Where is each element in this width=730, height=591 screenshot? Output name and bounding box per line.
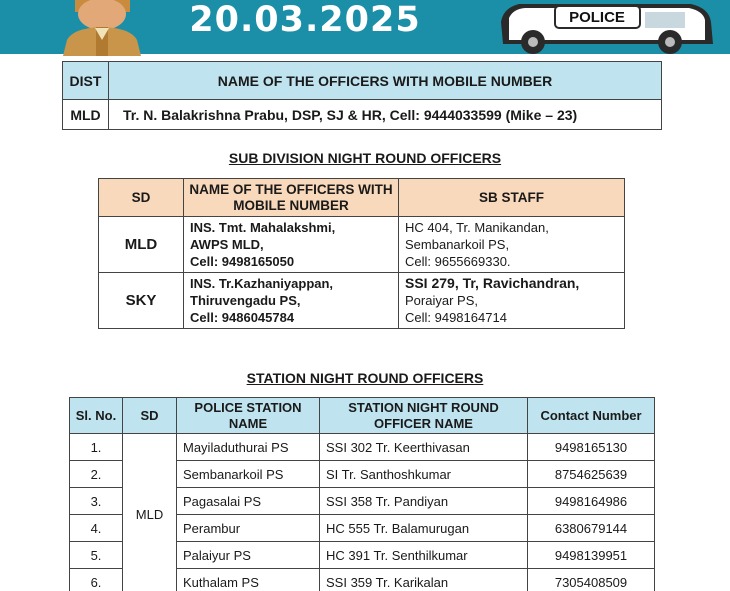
table-row (99, 217, 625, 273)
round-officer-header: STATION NIGHT ROUND OFFICER NAME (320, 398, 528, 434)
row-number: 4. (70, 515, 123, 542)
contact-number: 9498139951 (528, 542, 655, 569)
station-name: Sembanarkoil PS (177, 461, 320, 488)
station-title: STATION NIGHT ROUND OFFICERS (246, 370, 484, 386)
officer-name: SSI 302 Tr. Keerthivasan (320, 434, 528, 461)
contact-number: 7305408509 (528, 569, 655, 591)
contact-header: Contact Number (528, 398, 655, 434)
row-number: 5. (70, 542, 123, 569)
police-car-label: POLICE (569, 9, 625, 26)
contact-number: 6380679144 (528, 515, 655, 542)
sd-officer-header: NAME OF THE OFFICERS WITH MOBILE NUMBER (184, 179, 399, 217)
dist-cell: MLD (63, 100, 109, 130)
page-date-title: 20.03.2025 (189, 0, 421, 40)
district-officer-cell: Tr. N. Balakrishna Prabu, DSP, SJ & HR, Cell: 9444033599 (Mike – 23) (109, 100, 662, 130)
contact-number: 9498165130 (528, 434, 655, 461)
sd-group-cell: MLD (123, 434, 177, 591)
row-number: 3. (70, 488, 123, 515)
sd-officer-cell: INS. Tr.Kazhaniyappan, Thiruvengadu PS, Cell: 9486045784 (184, 273, 399, 329)
sb-staff-cell: HC 404, Tr. Manikandan, Sembanarkoil PS, Cell: 9655669330. (399, 217, 625, 273)
police-car-illustration (495, 0, 720, 56)
police-officer-illustration (55, 0, 150, 56)
sd-cell: MLD (99, 217, 184, 273)
officer-name: SSI 359 Tr. Karikalan (320, 569, 528, 591)
station-name: Perambur (177, 515, 320, 542)
station-name: Kuthalam PS (177, 569, 320, 591)
district-officer-table (62, 61, 662, 130)
subdivision-title: SUB DIVISION NIGHT ROUND OFFICERS (228, 150, 502, 166)
station-name-header: POLICE STATION NAME (177, 398, 320, 434)
station-name: Palaiyur PS (177, 542, 320, 569)
contact-number: 8754625639 (528, 461, 655, 488)
sb-staff-header: SB STAFF (399, 179, 625, 217)
sd-officer-cell: INS. Tmt. Mahalakshmi, AWPS MLD, Cell: 9498165050 (184, 217, 399, 273)
row-number: 1. (70, 434, 123, 461)
officer-header: NAME OF THE OFFICERS WITH MOBILE NUMBER (109, 62, 662, 100)
officer-name: SI Tr. Santhoshkumar (320, 461, 528, 488)
station-name: Pagasalai PS (177, 488, 320, 515)
row-number: 6. (70, 569, 123, 591)
station-name: Mayiladuthurai PS (177, 434, 320, 461)
sb-staff-cell: SSI 279, Tr, Ravichandran, Poraiyar PS, Cell: 9498164714 (399, 273, 625, 329)
officer-name: HC 391 Tr. Senthilkumar (320, 542, 528, 569)
table-row (70, 434, 655, 461)
table-row (99, 273, 625, 329)
station-table (69, 397, 655, 591)
sd-cell: SKY (99, 273, 184, 329)
contact-number: 9498164986 (528, 488, 655, 515)
row-number: 2. (70, 461, 123, 488)
subdivision-table (98, 178, 625, 329)
officer-name: SSI 358 Tr. Pandiyan (320, 488, 528, 515)
dist-header: DIST (63, 62, 109, 100)
slno-header: Sl. No. (70, 398, 123, 434)
sd-header: SD (99, 179, 184, 217)
officer-name: HC 555 Tr. Balamurugan (320, 515, 528, 542)
sd-col-header: SD (123, 398, 177, 434)
